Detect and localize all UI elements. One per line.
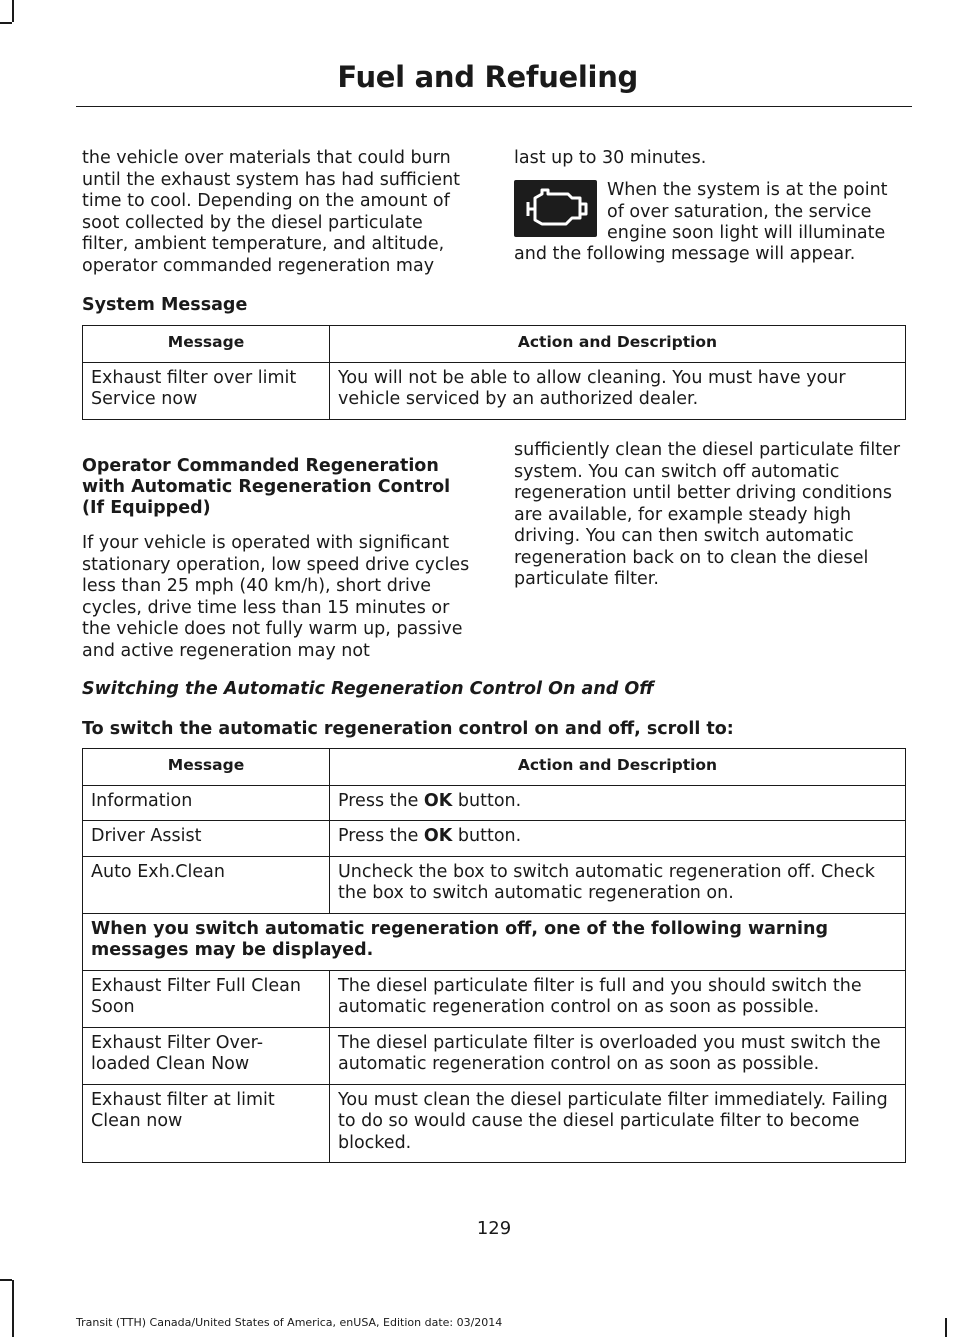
message-cell: Exhaust Filter Over-loaded Clean Now	[83, 1027, 330, 1084]
intro-left-text: the vehicle over materials that could burn until the exhaust system has had sufficient time to cool. Depending on the amount of soot collected by the diesel particulate filter, ambient temperature, and altitude, operator commanded regeneration may	[82, 148, 461, 276]
message-cell: Driver Assist	[83, 821, 330, 857]
table-row	[83, 362, 906, 419]
operator-section-right-text: sufficiently clean the diesel particulate filter system. You can switch off automatic regeneration until better driving conditions are available, for example steady high driving. You can then switch automatic regeneration back on to clean the diesel particulate filter.	[514, 440, 901, 589]
ok-label: OK	[423, 790, 453, 811]
icon-paragraph-tail: and the following message will appear.	[514, 244, 856, 264]
message-cell: Exhaust filter over limit Service now	[83, 362, 330, 419]
table-row-warning-header	[83, 913, 906, 970]
action-cell	[330, 785, 906, 821]
switching-subheading: To switch the automatic regeneration control on and off, scroll to:	[82, 719, 734, 739]
message-cell: Exhaust filter at limit Clean now	[83, 1084, 330, 1163]
page-title: Fuel and Refueling	[337, 60, 638, 94]
action-cell: The diesel particulate filter is overloaded you must switch the automatic regeneration control on as soon as possible.	[330, 1027, 906, 1084]
switching-table	[82, 748, 906, 1163]
table-row	[83, 1027, 906, 1084]
edition-footer: Transit (TTH) Canada/United States of America, enUSA, Edition date: 03/2014	[76, 1316, 503, 1329]
table-row	[83, 1084, 906, 1163]
col-header-message: Message	[83, 749, 330, 786]
table-row	[83, 856, 906, 913]
intro-right-paragraph	[514, 148, 906, 170]
press-prefix: Press the	[338, 790, 424, 811]
crop-mark-bottom-right-v	[945, 1318, 947, 1337]
table-row	[83, 785, 906, 821]
press-suffix: button.	[452, 826, 522, 846]
message-cell: Auto Exh.Clean	[83, 856, 330, 913]
header-rule	[76, 106, 912, 107]
table-row	[83, 821, 906, 857]
icon-paragraph-wrap: When the system is at the point of over saturation, the service engine soon light will illuminate	[607, 180, 888, 243]
operator-section-left	[82, 456, 474, 662]
action-cell: You must clean the diesel particulate filter immediately. Failing to do so would cause the diesel particulate filter to become blocked.	[330, 1084, 906, 1163]
crop-mark-bottom-left-v	[12, 1280, 14, 1337]
press-suffix: button.	[452, 790, 522, 811]
action-cell	[330, 821, 906, 857]
crop-mark-bottom-left-h	[0, 1279, 12, 1281]
press-prefix: Press the	[338, 826, 424, 846]
crop-mark-top-left-h	[0, 22, 12, 24]
intro-right-text: last up to 30 minutes.	[514, 148, 707, 168]
warning-header-cell: When you switch automatic regeneration off, one of the following warning messages may be displayed.	[83, 913, 906, 970]
check-engine-icon	[514, 180, 597, 237]
col-header-action: Action and Description	[330, 326, 906, 363]
switching-heading: Switching the Automatic Regeneration Control On and Off	[82, 679, 654, 699]
operator-section-left-text: If your vehicle is operated with significant stationary operation, low speed drive cycles less than 25 mph (40 km/h), short drive cycles, drive time less than 15 minutes or the vehicle does not fully warm up, passive and active regeneration may not	[82, 533, 470, 661]
system-message-table	[82, 325, 906, 420]
crop-mark-top-left-v	[12, 0, 14, 22]
col-header-message: Message	[83, 326, 330, 363]
action-cell: You will not be able to allow cleaning. You must have your vehicle serviced by an authorized dealer.	[330, 362, 906, 419]
message-cell: Exhaust Filter Full Clean Soon	[83, 970, 330, 1027]
col-header-action: Action and Description	[330, 749, 906, 786]
table-row	[83, 970, 906, 1027]
message-cell: Information	[83, 785, 330, 821]
table-header-row	[83, 749, 906, 786]
intro-left-paragraph	[82, 148, 474, 277]
table-header-row	[83, 326, 906, 363]
ok-label: OK	[423, 826, 453, 846]
action-cell: Uncheck the box to switch automatic regeneration off. Check the box to switch automatic regeneration on.	[330, 856, 906, 913]
system-message-heading: System Message	[82, 295, 248, 315]
page-number: 129	[476, 1218, 512, 1239]
operator-section-heading: Operator Commanded Regeneration with Automatic Regeneration Control (If Equipped)	[82, 456, 451, 518]
action-cell: The diesel particulate filter is full and you should switch the automatic regeneration control on as soon as possible.	[330, 970, 906, 1027]
operator-section-right	[514, 440, 908, 591]
